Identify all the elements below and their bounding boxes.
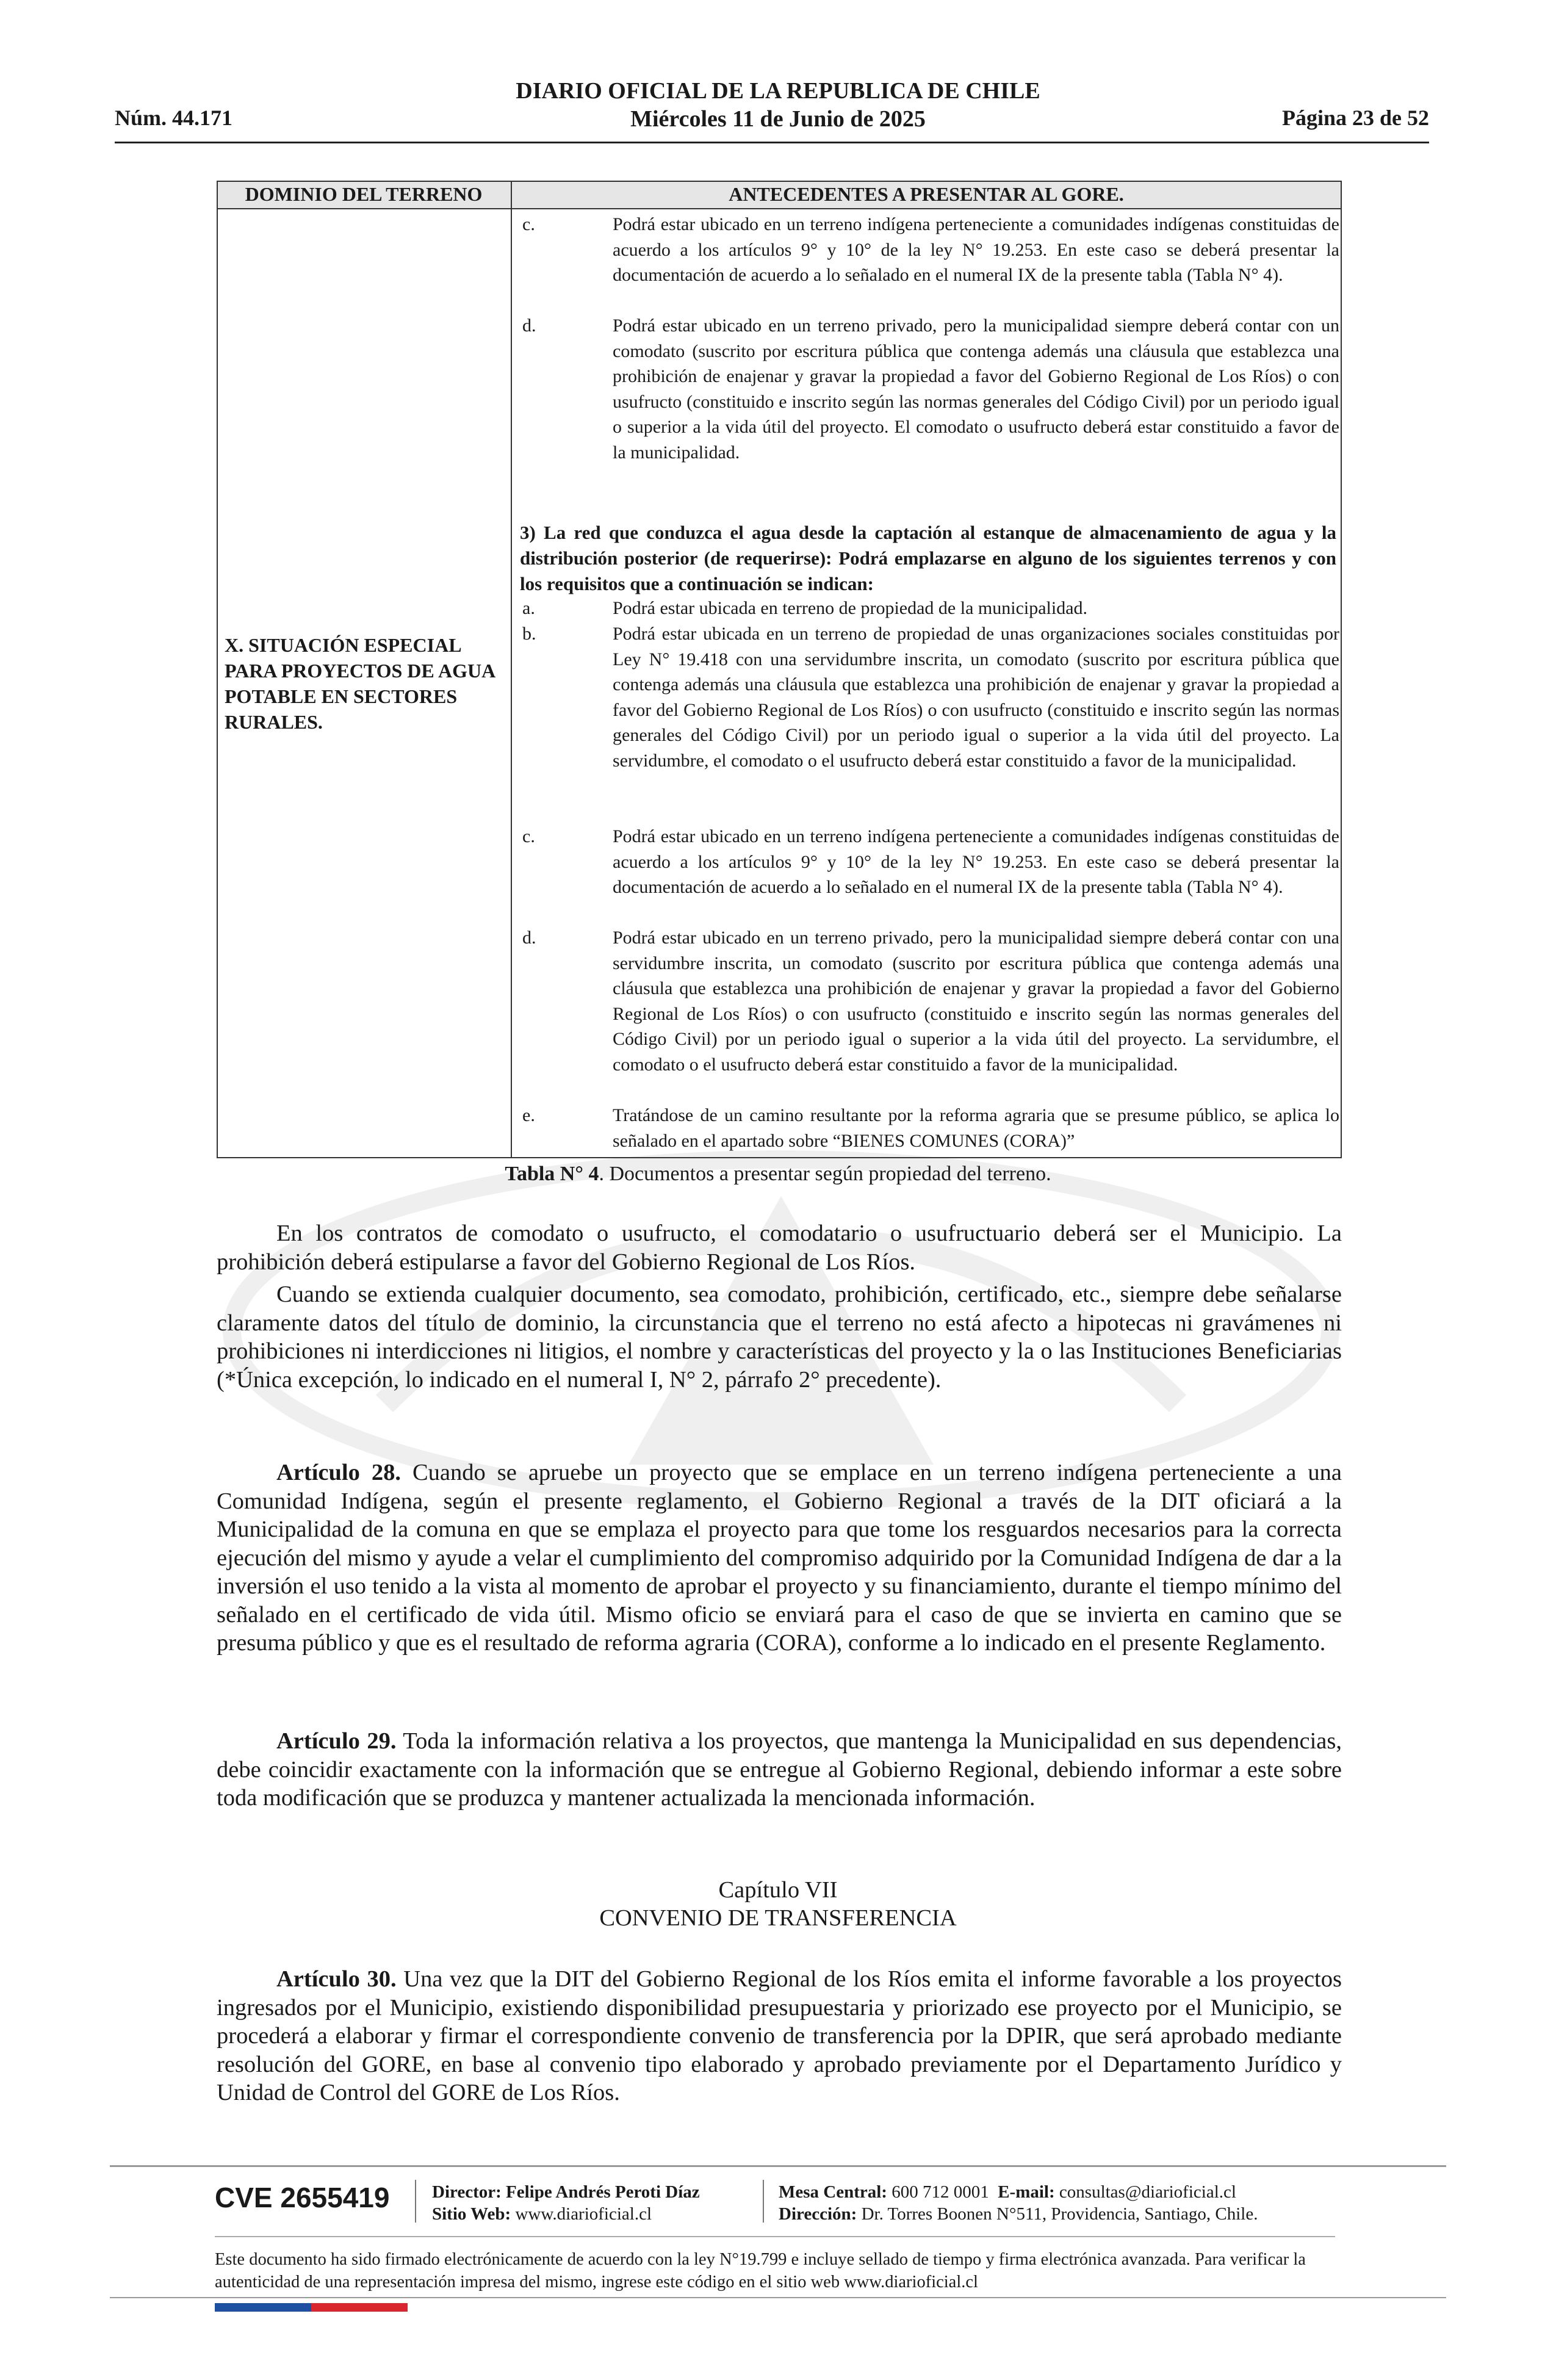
article-28 — [217, 1459, 1342, 1657]
article-30-text: Una vez que la DIT del Gobierno Regional de los Ríos emita el informe favorable a los proyectos ingresados por el Municipio, existiendo disponibilidad presupuestaria y priorizado ese proyecto por el Municipio, se procederá a elaborar y firmar el correspondiente convenio de transferencia por la DPIR, que será aprobado mediante resolución del GORE, en base al convenio tipo elaborado y aprobado previamente por el Departamento Jurídico y Unidad de Control del GORE de Los Ríos. — [217, 1966, 1342, 2105]
list-text: Podrá estar ubicada en terreno de propiedad de la municipalidad. — [613, 598, 1088, 618]
flag-stripe-red — [311, 2303, 408, 2312]
table-header-antecedentes: ANTECEDENTES A PRESENTAR AL GORE. — [729, 183, 1124, 205]
address-value: Dr. Torres Boonen N°511, Providencia, Santiago, Chile. — [861, 2204, 1258, 2224]
table-header-dominio: DOMINIO DEL TERRENO — [245, 183, 483, 205]
chapter-title: CONVENIO DE TRANSFERENCIA — [599, 1905, 957, 1931]
footer-divider — [110, 2165, 1446, 2167]
flag-stripe-blue — [215, 2303, 311, 2312]
list-item — [519, 313, 1339, 465]
footer-director-block — [432, 2181, 700, 2225]
row-label-situacion-especial: X. SITUACIÓN ESPECIAL PARA PROYECTOS DE AGUA POTABLE EN SECTORES RURALES. — [225, 634, 495, 733]
paragraph-contratos — [217, 1219, 1342, 1276]
list-marker: e. — [522, 1105, 535, 1125]
publication-date: Miércoles 11 de Junio de 2025 — [630, 106, 926, 132]
list-text: Tratándose de un camino resultante por la reforma agraria que se presume público, se aplica lo señalado en el apartado sobre “BIENES COMUNES (CORA)” — [613, 1105, 1339, 1151]
list-item — [519, 212, 1339, 288]
cve-code: CVE 2655419 — [215, 2182, 390, 2213]
table-column-divider — [511, 181, 512, 1158]
footer-bottom-divider — [110, 2297, 1446, 2298]
header-divider — [115, 142, 1429, 143]
masthead — [427, 77, 1129, 133]
director-label: Director: — [432, 2182, 502, 2202]
website-link[interactable]: www.diarioficial.cl — [515, 2204, 652, 2224]
director-name: Felipe Andrés Peroti Díaz — [506, 2182, 700, 2202]
footer-inner-divider — [215, 2236, 1335, 2237]
mesa-label: Mesa Central: — [779, 2182, 887, 2202]
issue-number: Núm. 44.171 — [115, 106, 233, 130]
article-29-text: Toda la información relativa a los proyectos, que mantenga la Municipalidad en sus dependencias, debe coincidir exactamente con la información que se entregue al Gobierno Regional, debiendo informar a este sobre toda modificación que se produzca y mantener actualizada la mencionada información. — [217, 1728, 1342, 1811]
list-text: Podrá estar ubicado en un terreno indígena perteneciente a comunidades indígenas constituidas de acuerdo a los artículos 9° y 10° de la ley N° 19.253. En este caso se deberá presentar la documentación de acuerdo a lo señalado en el numeral IX de la presente tabla (Tabla N° 4). — [613, 826, 1339, 897]
website-label: Sitio Web: — [432, 2204, 511, 2224]
article-30-title: Artículo 30. — [276, 1966, 397, 1992]
section-3-heading: 3) La red que conduzca el agua desde la captación al estanque de almacenamiento de agua y la distribución posterior (de requerirse): Podrá emplazarse en alguno de los siguientes terrenos y con los requisitos que a continuación se indican: — [520, 522, 1336, 594]
caption-text: . Documentos a presentar según propiedad del terreno. — [599, 1163, 1051, 1185]
article-29-title: Artículo 29. — [276, 1728, 397, 1754]
address-label: Dirección: — [779, 2204, 857, 2224]
list-marker: d. — [522, 316, 536, 336]
list-text: Podrá estar ubicado en un terreno indígena perteneciente a comunidades indígenas constituidas de acuerdo a los artículos 9° y 10° de la ley N° 19.253. En este caso se deberá presentar la documentación de acuerdo a lo señalado en el numeral IX de la presente tabla (Tabla N° 4). — [613, 214, 1339, 285]
footer-separator — [415, 2180, 416, 2223]
list-item — [519, 596, 1339, 621]
list-item — [519, 621, 1339, 773]
article-28-text: Cuando se apruebe un proyecto que se emplace en un terreno indígena perteneciente a una Comunidad Indígena, según el presente reglamento, el Gobierno Regional a través de la DIT oficiará a la Municipalidad de la comuna en que se emplaza el proyecto para que tome los resguardos necesarios para la correcta ejecución del mismo y ayude a velar el cumplimiento del compromiso adquirido por la Comunidad Indígena de dar a la inversión el uso tenido a la vista al momento de aprobar el proyecto y su financiamiento, durante el tiempo mínimo del señalado en el certificado de vida útil. Mismo oficio se enviará para el caso de que se invierta en camino que se presuma público y que es el resultado de reforma agraria (CORA), conforme a lo indicado en el presente Reglamento. — [217, 1460, 1342, 1656]
chapter-number: Capítulo VII — [718, 1877, 838, 1903]
signature-note: Este documento ha sido firmado electrónicamente de acuerdo con la ley N°19.799 e incluye sellado de tiempo y firma electrónica avanzada. Para verificar la autenticidad de una representación impresa del mismo, ingrese este código en el sitio web www.diarioficial.cl — [215, 2250, 1306, 2292]
footer-separator — [763, 2180, 764, 2223]
list-marker: a. — [522, 598, 535, 618]
paragraph-documentos — [217, 1280, 1342, 1394]
article-28-title: Artículo 28. — [276, 1460, 401, 1485]
list-marker: d. — [522, 928, 536, 948]
article-29 — [217, 1727, 1342, 1812]
page-indicator: Página 23 de 52 — [1281, 106, 1429, 130]
caption-label: Tabla N° 4 — [505, 1163, 599, 1185]
table-caption — [0, 1163, 1556, 1186]
list-text: Podrá estar ubicado en un terreno privado, pero la municipalidad siempre deberá contar con un comodato (suscrito por escritura pública que contenga además una cláusula que establezca una prohibición de enajenar y gravar la propiedad a favor del Gobierno Regional de Los Ríos) o con usufructo (constituido e inscrito según las normas generales del Código Civil) por un periodo igual o superior a la vida útil del proyecto. El comodato o usufructo deberá estar constituido a favor de la municipalidad. — [613, 316, 1339, 463]
list-item — [519, 925, 1339, 1077]
mesa-phone: 600 712 0001 — [891, 2182, 989, 2202]
list-marker: c. — [522, 214, 535, 234]
paragraph-text: Cuando se extienda cualquier documento, sea comodato, prohibición, certificado, etc., siempre debe señalarse claramente datos del título de dominio, la circunstancia que el terreno no está afecto a hipotecas ni gravámenes ni prohibiciones ni interdicciones ni litigios, el nombre y características del proyecto y la o las Instituciones Beneficiarias (*Única excepción, lo indicado en el numeral I, N° 2, párrafo 2° precedente). — [217, 1282, 1342, 1393]
list-item — [519, 824, 1339, 900]
email-label: E-mail: — [998, 2182, 1055, 2202]
list-marker: b. — [522, 624, 536, 644]
list-text: Podrá estar ubicado en un terreno privado, pero la municipalidad siempre deberá contar con una servidumbre inscrita, un comodato (suscrito por escritura pública que contenga además una cláusula que establezca una prohibición de enajenar y gravar la propiedad a favor del Gobierno Regional de Los Ríos) o con usufructo (constituido e inscrito según las normas generales del Código Civil) por un periodo igual o superior a la vida útil del proyecto. La servidumbre, el comodato o el usufructo deberá estar constituido a favor de la municipalidad. — [613, 928, 1339, 1075]
footer-contact-block — [779, 2181, 1258, 2225]
email-link[interactable]: consultas@diarioficial.cl — [1059, 2182, 1236, 2202]
list-item — [519, 1103, 1339, 1153]
list-marker: c. — [522, 826, 535, 846]
publication-title: DIARIO OFICIAL DE LA REPUBLICA DE CHILE — [516, 78, 1040, 104]
paragraph-text: En los contratos de comodato o usufructo, el comodatario o usufructuario deberá ser el Municipio. La prohibición deberá estipularse a favor del Gobierno Regional de Los Ríos. — [217, 1221, 1342, 1275]
list-text: Podrá estar ubicada en un terreno de propiedad de unas organizaciones sociales constituidas por Ley N° 19.418 con una servidumbre inscrita, un comodato (suscrito por escritura pública que contenga además una cláusula que establezca una prohibición de enajenar y gravar la propiedad a favor del Gobierno Regional de Los Ríos) o con usufructo (constituido e inscrito según las normas generales del Código Civil) por un periodo igual o superior a la vida útil del proyecto. La servidumbre, el comodato o el usufructo deberá estar constituido a favor de la municipalidad. — [613, 624, 1339, 771]
article-30 — [217, 1965, 1342, 2107]
